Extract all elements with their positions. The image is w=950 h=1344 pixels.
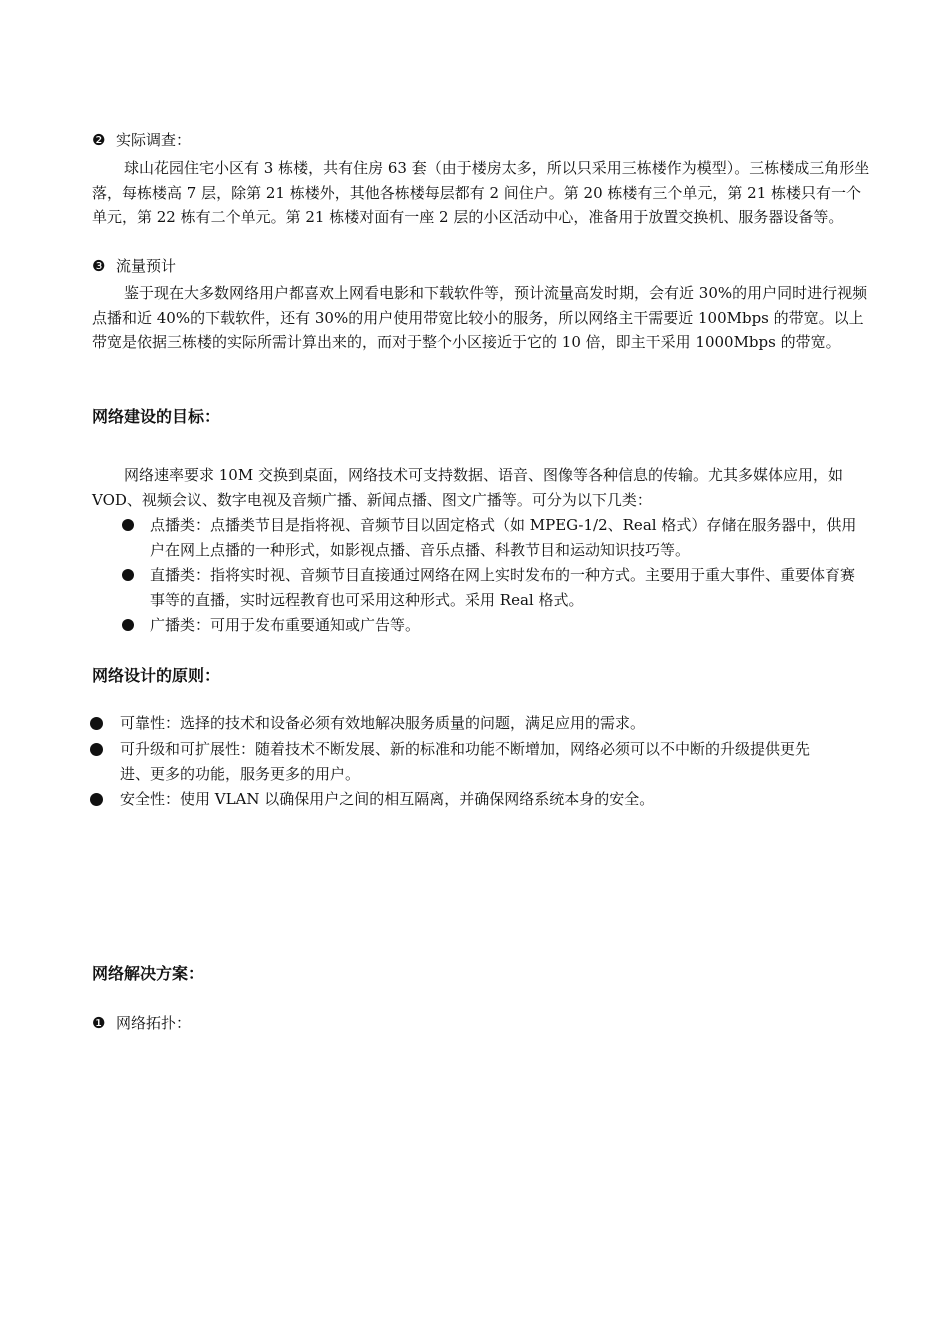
number-1-icon: ❶ xyxy=(92,1014,106,1032)
number-2-icon: ❷ xyxy=(92,131,106,149)
principles-item-text: 可靠性：选择的技术和设备必须有效地解决服务质量的问题，满足应用的需求。 xyxy=(120,714,646,732)
principles-item-reliability xyxy=(90,711,810,736)
principles-item-scalability xyxy=(90,737,810,787)
goals-item-vod xyxy=(122,513,867,563)
traffic-title: 流量预计 xyxy=(116,257,177,275)
bullet-icon xyxy=(90,793,103,806)
bullet-icon xyxy=(90,717,103,730)
survey-title-line xyxy=(92,128,191,152)
survey-title: 实际调查： xyxy=(116,131,192,149)
principles-item-security xyxy=(90,787,810,812)
bullet-icon xyxy=(122,569,134,581)
principles-heading: 网络设计的原则： xyxy=(92,666,221,685)
principles-item-text: 可升级和可扩展性：随着技术不断发展、新的标准和功能不断增加，网络必须可以不中断的升级提供更先进、更多的功能，服务更多的用户。 xyxy=(120,740,811,783)
topology-title-line xyxy=(92,1011,191,1035)
goals-heading: 网络建设的目标： xyxy=(92,407,221,426)
goals-item-text: 直播类：指将实时视、音频节目直接通过网络在网上实时发布的一种方式。主要用于重大事件、重要体育赛事等的直播，实时远程教育也可采用这种形式。采用 Real 格式。 xyxy=(150,566,856,609)
bullet-icon xyxy=(90,743,103,756)
number-3-icon: ❸ xyxy=(92,257,106,275)
goals-intro: 网络速率要求 10M 交换到桌面，网络技术可支持数据、语音、图像等各种信息的传输。尤其多媒体应用，如 VOD、视频会议、数字电视及音频广播、新闻点播、图文广播等。可分为以下几类： xyxy=(92,466,843,509)
bullet-icon xyxy=(122,519,134,531)
goals-item-text: 点播类：点播类节目是指将视、音频节目以固定格式（如 MPEG-1/2、Real 格式）存储在服务器中，供用户在网上点播的一种形式，如影视点播、音乐点播、科教节目和运动知识技巧等。 xyxy=(150,516,857,559)
goals-item-broadcast xyxy=(122,613,867,638)
topology-title: 网络拓扑： xyxy=(116,1014,192,1032)
goals-item-live xyxy=(122,563,867,613)
traffic-title-line xyxy=(92,254,176,278)
principles-item-text: 安全性：使用 VLAN 以确保用户之间的相互隔离，并确保网络系统本身的安全。 xyxy=(120,790,655,808)
traffic-paragraph: 鉴于现在大多数网络用户都喜欢上网看电影和下载软件等，预计流量高发时期，会有近 30%的用户同时进行视频点播和近 40%的下载软件，还有 30%的用户使用带宽比较小的服务，所以网络主干需要近 100Mbps 的带宽。以上带宽是依据三栋楼的实际所需计算出来的，而对于整个小区接近于它的 10 倍，即主干采用 1000Mbps 的带宽。 xyxy=(92,284,868,351)
survey-paragraph: 球山花园住宅小区有 3 栋楼，共有住房 63 套（由于楼房太多，所以只采用三栋楼作为模型）。三栋楼成三角形坐落，每栋楼高 7 层，除第 21 栋楼外，其他各栋楼每层都有 2 间住户。第 20 栋楼有三个单元，第 21 栋楼只有一个单元，第 22 栋有二个单元。第 21 栋楼对面有一座 2 层的小区活动中心，准备用于放置交换机、服务器设备等。 xyxy=(92,159,870,226)
solution-heading: 网络解决方案： xyxy=(92,964,205,983)
bullet-icon xyxy=(122,619,134,631)
goals-item-text: 广播类：可用于发布重要通知或广告等。 xyxy=(150,616,421,634)
